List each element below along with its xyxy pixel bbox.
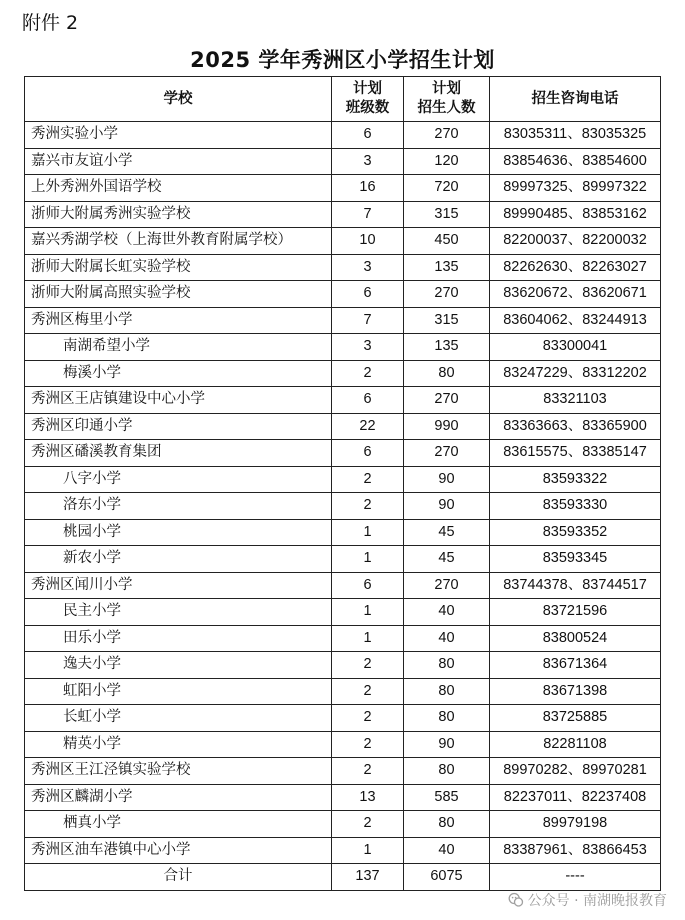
planned-classes: 6 (332, 281, 404, 308)
enquiry-phone: 82262630、82263027 (490, 254, 661, 281)
planned-students: 80 (404, 811, 490, 838)
school-name: 秀洲区油车港镇中心小学 (25, 837, 332, 864)
header-students-line1: 计划 (432, 81, 461, 97)
enrollment-plan-table (24, 76, 661, 891)
school-name: 虹阳小学 (25, 678, 332, 705)
header-students-line2: 招生人数 (417, 100, 476, 116)
planned-classes: 22 (332, 413, 404, 440)
planned-students: 270 (404, 122, 490, 149)
school-name: 秀洲区闻川小学 (25, 572, 332, 599)
planned-classes: 2 (332, 360, 404, 387)
planned-classes: 3 (332, 254, 404, 281)
enquiry-phone: 83300041 (490, 334, 661, 361)
planned-students: 90 (404, 731, 490, 758)
planned-classes: 2 (332, 731, 404, 758)
planned-students: 315 (404, 201, 490, 228)
school-name: 浙师大附属高照实验学校 (25, 281, 332, 308)
table-row (25, 837, 661, 864)
enquiry-phone: 83854636、83854600 (490, 148, 661, 175)
planned-classes: 6 (332, 572, 404, 599)
planned-students: 270 (404, 440, 490, 467)
planned-students: 315 (404, 307, 490, 334)
enquiry-phone: 83035311、83035325 (490, 122, 661, 149)
enquiry-phone: 89997325、89997322 (490, 175, 661, 202)
enquiry-phone: 83363663、83365900 (490, 413, 661, 440)
table-row (25, 122, 661, 149)
total-classes: 137 (332, 864, 404, 891)
planned-classes: 1 (332, 546, 404, 573)
planned-students: 80 (404, 705, 490, 732)
table-row (25, 652, 661, 679)
planned-classes: 6 (332, 122, 404, 149)
document-title: 2025 学年秀洲区小学招生计划 (190, 48, 495, 72)
school-name: 秀洲区王店镇建设中心小学 (25, 387, 332, 414)
table-row (25, 519, 661, 546)
planned-classes: 2 (332, 758, 404, 785)
table-row (25, 811, 661, 838)
table-row (25, 334, 661, 361)
enquiry-phone: 83671364 (490, 652, 661, 679)
school-name: 嘉兴秀湖学校（上海世外教育附属学校） (25, 228, 332, 255)
planned-students: 120 (404, 148, 490, 175)
enquiry-phone: 82281108 (490, 731, 661, 758)
enquiry-phone: 89979198 (490, 811, 661, 838)
planned-classes: 10 (332, 228, 404, 255)
table-row (25, 546, 661, 573)
planned-classes: 3 (332, 334, 404, 361)
table-row (25, 599, 661, 626)
planned-students: 450 (404, 228, 490, 255)
planned-students: 80 (404, 678, 490, 705)
header-row (25, 77, 661, 122)
enquiry-phone: 83721596 (490, 599, 661, 626)
enquiry-phone: 83725885 (490, 705, 661, 732)
planned-students: 80 (404, 360, 490, 387)
total-row (25, 864, 661, 891)
total-students: 6075 (404, 864, 490, 891)
planned-classes: 1 (332, 519, 404, 546)
planned-classes: 2 (332, 466, 404, 493)
table-row (25, 201, 661, 228)
table-row (25, 731, 661, 758)
enquiry-phone: 83593322 (490, 466, 661, 493)
planned-students: 270 (404, 572, 490, 599)
table-row (25, 625, 661, 652)
header-phone: 招生咨询电话 (490, 77, 661, 122)
school-name: 浙师大附属长虹实验学校 (25, 254, 332, 281)
header-classes-line1: 计划 (353, 81, 382, 97)
table-row (25, 148, 661, 175)
planned-students: 90 (404, 466, 490, 493)
school-name: 南湖希望小学 (25, 334, 332, 361)
planned-classes: 7 (332, 307, 404, 334)
table-row (25, 228, 661, 255)
planned-classes: 7 (332, 201, 404, 228)
school-name: 秀洲实验小学 (25, 122, 332, 149)
school-name: 洛东小学 (25, 493, 332, 520)
planned-students: 45 (404, 546, 490, 573)
watermark-text: 公众号 · 南湖晚报教育 (527, 893, 667, 909)
total-label: 合计 (25, 864, 332, 891)
school-name: 嘉兴市友谊小学 (25, 148, 332, 175)
header-classes-line2: 班级数 (345, 100, 390, 116)
table-row (25, 493, 661, 520)
enquiry-phone: 83321103 (490, 387, 661, 414)
table-footer (25, 864, 661, 891)
planned-students: 990 (404, 413, 490, 440)
table-row (25, 758, 661, 785)
school-name: 逸夫小学 (25, 652, 332, 679)
planned-students: 270 (404, 387, 490, 414)
school-name: 新农小学 (25, 546, 332, 573)
table-row (25, 387, 661, 414)
enquiry-phone: 83604062、83244913 (490, 307, 661, 334)
table-row (25, 175, 661, 202)
planned-students: 135 (404, 254, 490, 281)
wechat-official-account-icon (508, 892, 524, 908)
school-name: 秀洲区麟湖小学 (25, 784, 332, 811)
planned-classes: 2 (332, 493, 404, 520)
planned-classes: 13 (332, 784, 404, 811)
planned-students: 40 (404, 625, 490, 652)
school-name: 田乐小学 (25, 625, 332, 652)
planned-students: 45 (404, 519, 490, 546)
enquiry-phone: 83671398 (490, 678, 661, 705)
planned-classes: 2 (332, 652, 404, 679)
table-row (25, 254, 661, 281)
school-name: 秀洲区印通小学 (25, 413, 332, 440)
table-row (25, 784, 661, 811)
enquiry-phone: 82200037、82200032 (490, 228, 661, 255)
planned-classes: 2 (332, 811, 404, 838)
school-name: 浙师大附属秀洲实验学校 (25, 201, 332, 228)
school-name: 秀洲区王江泾镇实验学校 (25, 758, 332, 785)
planned-students: 90 (404, 493, 490, 520)
table-row (25, 466, 661, 493)
school-name: 桃园小学 (25, 519, 332, 546)
planned-students: 585 (404, 784, 490, 811)
planned-classes: 2 (332, 705, 404, 732)
enquiry-phone: 89990485、83853162 (490, 201, 661, 228)
enquiry-phone: 83593330 (490, 493, 661, 520)
planned-classes: 1 (332, 837, 404, 864)
planned-classes: 1 (332, 599, 404, 626)
school-name: 秀洲区梅里小学 (25, 307, 332, 334)
planned-classes: 6 (332, 440, 404, 467)
table-row (25, 440, 661, 467)
total-phone: ---- (490, 864, 661, 891)
enquiry-phone: 83593345 (490, 546, 661, 573)
enquiry-phone: 83800524 (490, 625, 661, 652)
enquiry-phone: 83744378、83744517 (490, 572, 661, 599)
planned-students: 80 (404, 652, 490, 679)
planned-students: 40 (404, 837, 490, 864)
school-name: 梅溪小学 (25, 360, 332, 387)
table-row (25, 281, 661, 308)
planned-students: 720 (404, 175, 490, 202)
planned-students: 40 (404, 599, 490, 626)
school-name: 民主小学 (25, 599, 332, 626)
school-name: 栖真小学 (25, 811, 332, 838)
table-row (25, 572, 661, 599)
enquiry-phone: 83247229、83312202 (490, 360, 661, 387)
planned-classes: 2 (332, 678, 404, 705)
table-row (25, 413, 661, 440)
planned-students: 270 (404, 281, 490, 308)
planned-classes: 3 (332, 148, 404, 175)
school-name: 秀洲区磻溪教育集团 (25, 440, 332, 467)
header-school: 学校 (25, 77, 332, 122)
table-row (25, 705, 661, 732)
enquiry-phone: 82237011、82237408 (490, 784, 661, 811)
enquiry-phone: 83615575、83385147 (490, 440, 661, 467)
header-students (404, 77, 490, 122)
planned-classes: 6 (332, 387, 404, 414)
table-row (25, 360, 661, 387)
school-name: 八字小学 (25, 466, 332, 493)
table-row (25, 678, 661, 705)
enquiry-phone: 83620672、83620671 (490, 281, 661, 308)
table-header (25, 77, 661, 122)
planned-students: 80 (404, 758, 490, 785)
enquiry-phone: 83387961、83866453 (490, 837, 661, 864)
planned-classes: 1 (332, 625, 404, 652)
header-classes (332, 77, 404, 122)
enquiry-phone: 83593352 (490, 519, 661, 546)
school-name: 上外秀洲外国语学校 (25, 175, 332, 202)
school-name: 精英小学 (25, 731, 332, 758)
planned-classes: 16 (332, 175, 404, 202)
school-name: 长虹小学 (25, 705, 332, 732)
planned-students: 135 (404, 334, 490, 361)
enquiry-phone: 89970282、89970281 (490, 758, 661, 785)
table-body (25, 122, 661, 864)
watermark (508, 890, 667, 910)
attachment-label: 附件 2 (22, 12, 79, 34)
table-row (25, 307, 661, 334)
